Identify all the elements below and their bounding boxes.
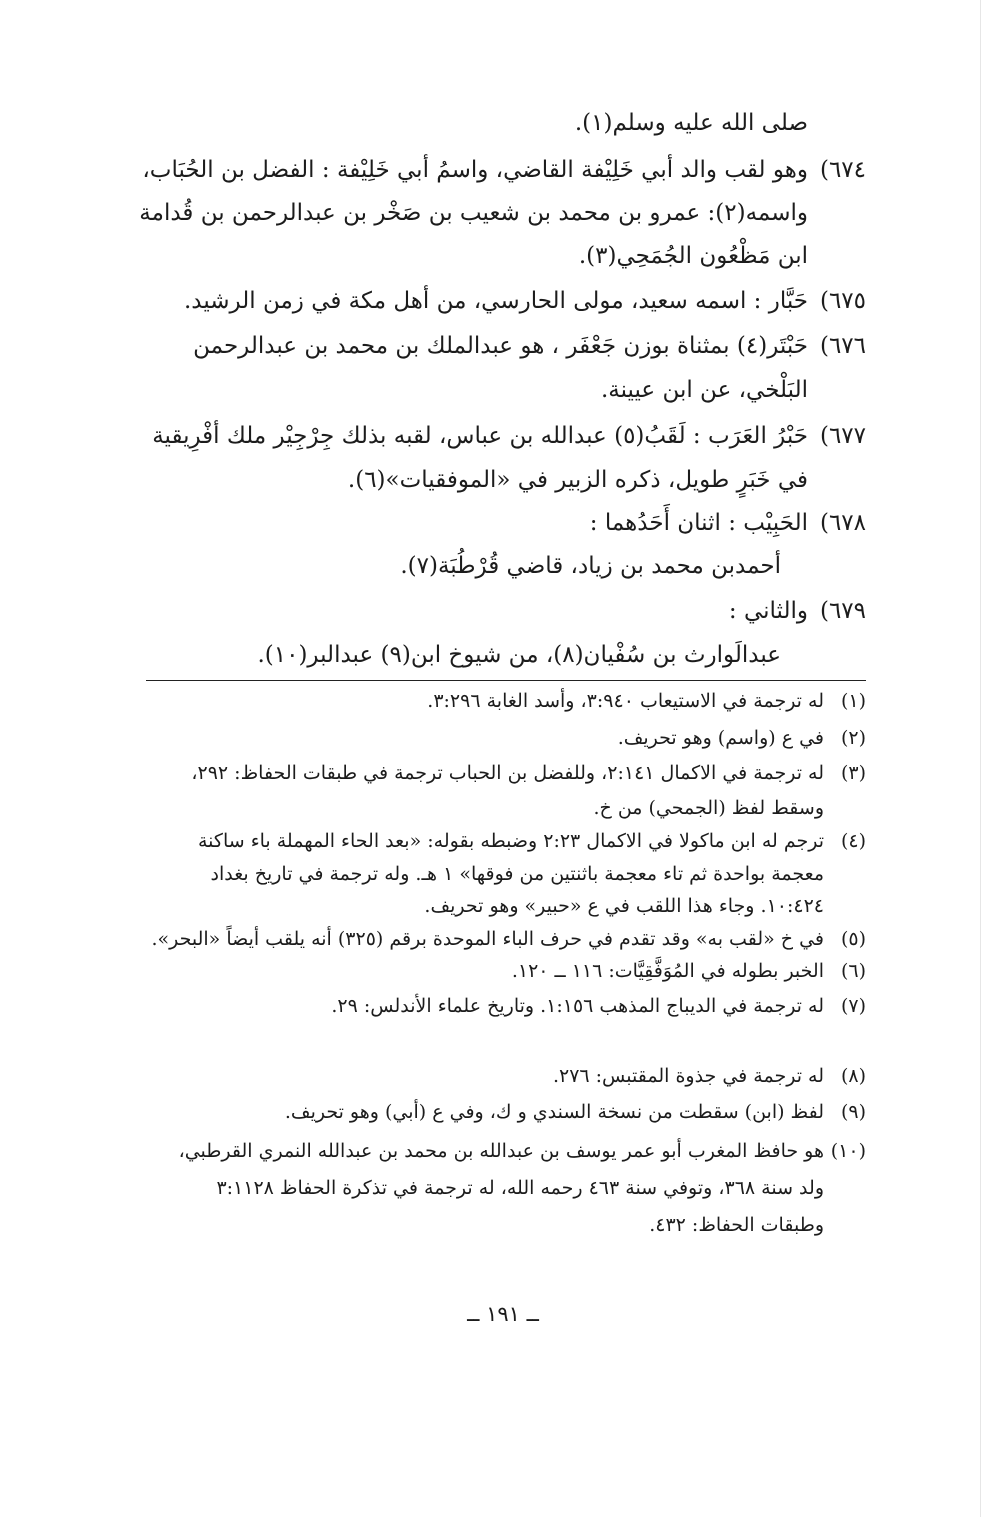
- footnote-line: [126, 1140, 866, 1162]
- main-line: [126, 243, 866, 269]
- footnote-line: [126, 797, 866, 819]
- footnote-line: [126, 1214, 866, 1236]
- footnote-line: [126, 1065, 866, 1087]
- footnote-line: [126, 1101, 866, 1123]
- main-line: [126, 598, 866, 624]
- footnote-number: (٩): [840, 1101, 866, 1123]
- entry-text: وهو لقب والد أبي خَلِيْفة القاضي، واسمُ أبي خَلِيْفة : الفضل بن الحُبَاب،: [142, 157, 808, 183]
- footnote-text: له ترجمة في الاكمال ٢:١٤١، وللفضل بن الحباب ترجمة في طبقات الحفاظ: ٢٩٢،: [191, 762, 824, 784]
- entry-text: حَبْتَر(٤) بمثناة بوزن جَعْفَر ، هو عبدالملك بن محمد بن عبدالرحمن: [193, 333, 808, 359]
- footnote-number: (٧): [840, 995, 866, 1017]
- entry-text: صلى الله عليه وسلم(١).: [574, 110, 808, 136]
- entry-text: الحَبِيْب : اثنان أَحَدُهما :: [589, 510, 808, 536]
- footnote-number: (٥): [840, 928, 866, 950]
- footnote-line: [126, 1177, 866, 1199]
- entry-number: ٦٧٨): [819, 510, 866, 536]
- footnote-line: [126, 928, 866, 950]
- main-line: [126, 288, 866, 314]
- footnote-text: له ترجمة في الاستيعاب ٣:٩٤٠، وأسد الغابة ٣:٢٩٦.: [427, 690, 824, 712]
- main-line-indented: [41, 553, 781, 579]
- entry-text: حَبَّار : اسمه سعيد، مولى الحارسي، من أهل مكة في زمن الرشيد.: [183, 288, 808, 314]
- main-line: [126, 467, 866, 493]
- footnote-text: له ترجمة في جذوة المقتبس: ٢٧٦.: [552, 1065, 824, 1087]
- footnote-text: ترجم له ابن ماكولا في الاكمال ٢:٢٣ وضبطه بقوله: «بعد الحاء المهملة باء ساكنة: [197, 830, 824, 852]
- footnote-line: [126, 895, 866, 917]
- footnote-text: في ع (واسم) وهو تحريف.: [617, 727, 824, 749]
- entry-text: والثاني :: [728, 598, 808, 624]
- entry-number: ٦٧٧): [819, 423, 866, 449]
- main-line: [126, 200, 866, 226]
- footnote-text: ١٠:٤٢٤. وجاء هذا اللقب في ع «حبير» وهو تحريف.: [424, 895, 824, 917]
- entry-text: ابن مَظْعُون الجُمَحِي(٣).: [578, 243, 808, 269]
- entry-number: ٦٧٥): [819, 288, 866, 314]
- footnote-line: [126, 995, 866, 1017]
- main-line: [126, 510, 866, 536]
- entry-text: عبدالَوارث بن سُفْيان(٨)، من شيوخ ابن(٩) عبدالبر(١٠).: [257, 642, 781, 668]
- footnote-text: وطبقات الحفاظ: ٤٣٢.: [649, 1214, 824, 1236]
- footnote-text: هو حافظ المغرب أبو عمر يوسف بن عبدالله بن محمد بن عبدالله النمري القرطبي،: [178, 1140, 824, 1162]
- footnote-number: (٦): [840, 960, 866, 982]
- main-line: [126, 157, 866, 183]
- footnote-line: [126, 960, 866, 982]
- footnote-text: معجمة بواحدة ثم تاء معجمة باثنتين من فوقها» ١ هـ. وله ترجمة في تاريخ بغداد: [210, 863, 824, 885]
- entry-number: ٦٧٤): [819, 157, 866, 183]
- footnote-separator: [146, 680, 866, 681]
- footnote-number: (١): [840, 690, 866, 712]
- entry-number: ٦٧٦): [819, 333, 866, 359]
- entry-number: ٦٧٩): [819, 598, 866, 624]
- entry-text: أحمدبن محمد بن زياد، قاضي قُرْطُبَة(٧).: [400, 553, 781, 579]
- footnote-number: (٤): [840, 830, 866, 852]
- footnote-number: (٢): [840, 727, 866, 749]
- footnote-text: له ترجمة في الديباج المذهب ١:١٥٦. وتاريخ علماء الأندلس: ٢٩.: [331, 995, 824, 1017]
- footnote-line: [126, 727, 866, 749]
- page-number: ــ ١٩١ ــ: [467, 1302, 539, 1326]
- footnote-number: (٨): [840, 1065, 866, 1087]
- entry-text: البَلْخي، عن ابن عيينة.: [600, 377, 808, 403]
- main-line: [126, 110, 866, 136]
- footnote-line: [126, 762, 866, 784]
- main-line: [126, 377, 866, 403]
- footnote-text: الخبر بطوله في المُوَفَّقِيَّات: ١١٦ ــ ١٢٠.: [511, 960, 824, 982]
- footnote-line: [126, 690, 866, 712]
- footnote-text: وسقط لفظ (الجمحي) من خ.: [593, 797, 824, 819]
- entry-text: واسمه(٢): عمرو بن محمد بن شعيب بن صَخْر بن عبدالرحمن بن قُدامة: [139, 200, 808, 226]
- footnote-text: في خ «لقب به» وقد تقدم في حرف الباء الموحدة برقم (٣٢٥) أنه يلقب أيضاً «البحر».: [151, 928, 824, 950]
- footnote-number: (١٠): [830, 1140, 866, 1162]
- main-line-indented: [41, 642, 781, 668]
- footnote-line: [126, 863, 866, 885]
- main-line: [126, 423, 866, 449]
- footnote-line: [126, 830, 866, 852]
- footnote-text: لفظ (ابن) سقطت من نسخة السندي و ك، وفي ع (أبي) وهو تحريف.: [284, 1101, 824, 1123]
- entry-text: حَبْرُ العَرَب : لَقَبُ(٥) عبدالله بن عباس، لقبه بذلك جِرْجِيْر ملك أفْرِيقية: [152, 423, 808, 449]
- scan-edge-line: [980, 0, 981, 1517]
- footnote-text: ولد سنة ٣٦٨، وتوفي سنة ٤٦٣ رحمه الله، له ترجمة في تذكرة الحفاظ ٣:١١٢٨: [216, 1177, 824, 1199]
- footnote-number: (٣): [840, 762, 866, 784]
- main-line: [126, 333, 866, 359]
- entry-text: في خَبَرٍ طويل، ذكره الزبير في «الموفقيات»(٦).: [347, 467, 808, 493]
